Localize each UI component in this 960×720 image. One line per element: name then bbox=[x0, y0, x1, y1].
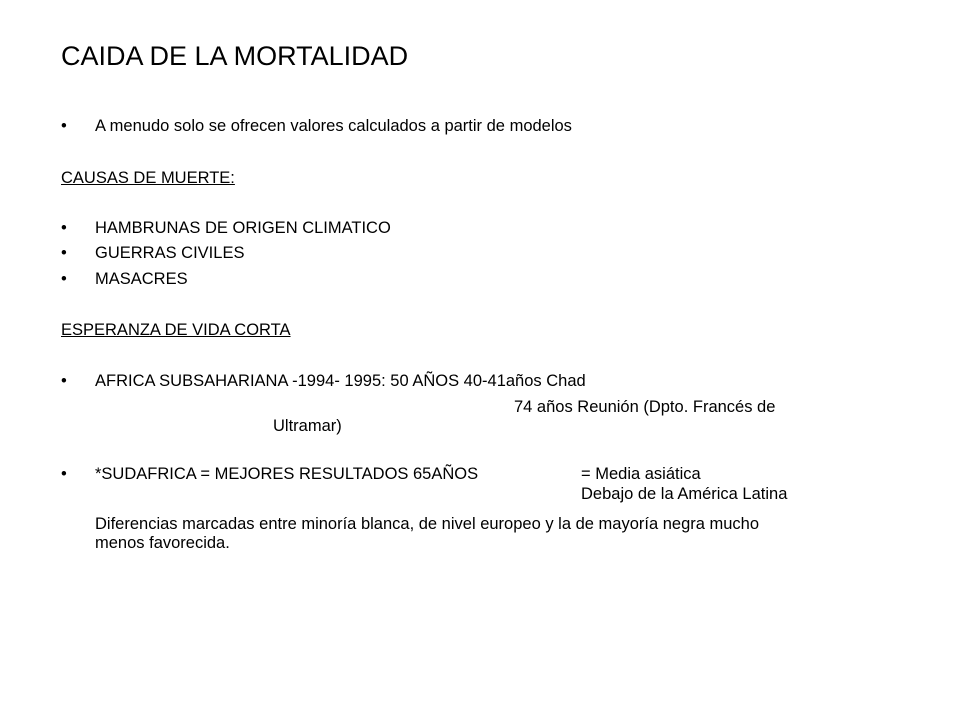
latam-line: Debajo de la América Latina bbox=[581, 485, 788, 503]
cause-item: MASACRES bbox=[95, 270, 188, 288]
cause-item: GUERRAS CIVILES bbox=[95, 244, 245, 262]
intro-text: A menudo solo se ofrecen valores calculados a partir de modelos bbox=[95, 117, 572, 135]
slide-title: CAIDA DE LA MORTALIDAD bbox=[61, 41, 409, 71]
asia-line: = Media asiática bbox=[581, 465, 701, 483]
bullet-icon: • bbox=[61, 270, 67, 288]
differences-line-2: menos favorecida. bbox=[95, 534, 230, 552]
differences-line-1: Diferencias marcadas entre minoría blanca, de nivel europeo y la de mayoría negra mucho bbox=[95, 515, 760, 533]
cause-item: HAMBRUNAS DE ORIGEN CLIMATICO bbox=[95, 219, 391, 237]
reunion-line-1: 74 años Reunión (Dpto. Francés de bbox=[514, 398, 776, 416]
bullet-icon: • bbox=[61, 219, 67, 237]
bullet-icon: • bbox=[61, 465, 67, 483]
life-expectancy-heading: ESPERANZA DE VIDA CORTA bbox=[61, 321, 291, 339]
africa-line: AFRICA SUBSAHARIANA -1994- 1995: 50 AÑOS 40-41años Chad bbox=[95, 372, 586, 390]
bullet-icon: • bbox=[61, 117, 67, 135]
causes-heading: CAUSAS DE MUERTE: bbox=[61, 169, 235, 187]
sudafrica-line: *SUDAFRICA = MEJORES RESULTADOS 65AÑOS bbox=[95, 465, 479, 483]
reunion-line-2: Ultramar) bbox=[273, 417, 342, 435]
bullet-icon: • bbox=[61, 244, 67, 262]
bullet-icon: • bbox=[61, 372, 67, 390]
